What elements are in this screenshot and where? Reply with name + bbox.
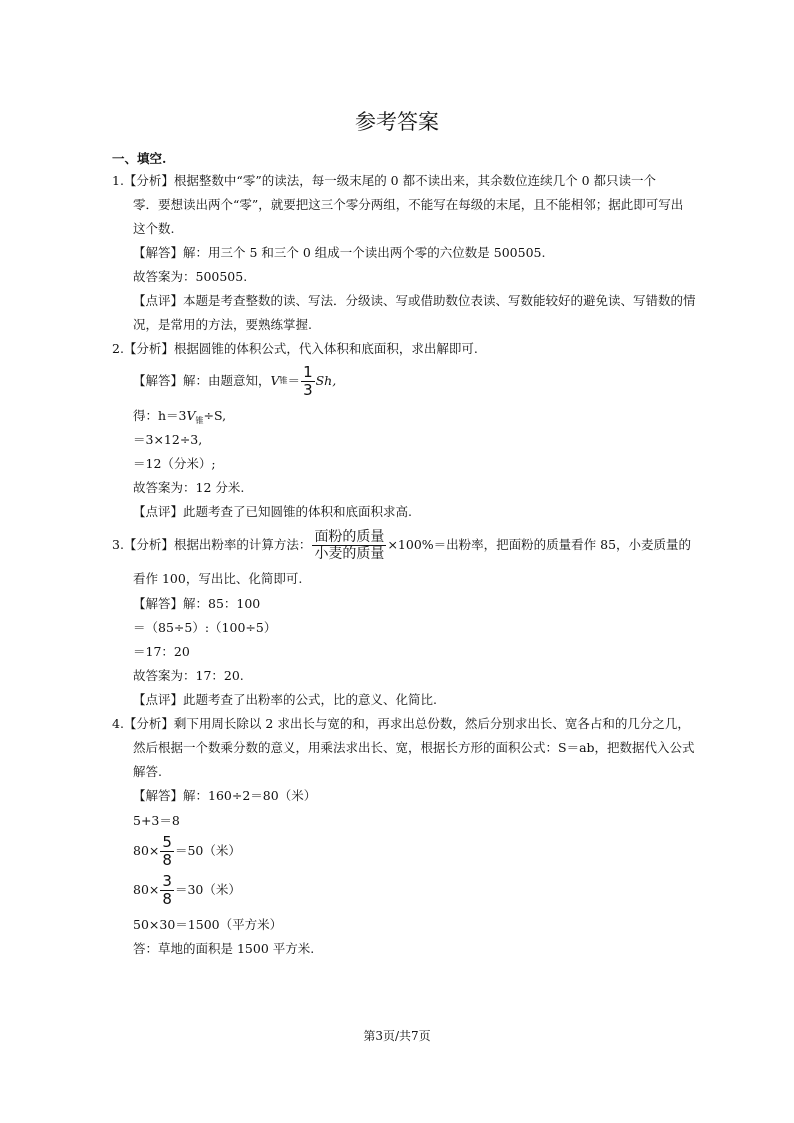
q2-comment: 【点评】此题考查了已知圆锥的体积和底面积求高. [133, 504, 412, 519]
q4-step-4-suffix: ＝30（米） [174, 882, 241, 897]
q2-fraction [301, 362, 315, 399]
q2-solution-formula [133, 362, 337, 399]
q2-answer: 故答案为：12 分米. [133, 480, 245, 495]
q3-solution-step-3: ＝17：20 [133, 644, 190, 659]
page-title: 参考答案 [355, 110, 439, 134]
q2-volume-subscript: 锥 [279, 376, 288, 385]
q4-step-3-prefix: 80× [133, 843, 160, 858]
q2-analysis: 2.【分析】根据圆锥的体积公式，代入体积和底面积，求出解即可. [112, 341, 478, 356]
q4-analysis-line-1: 4.【分析】剩下用周长除以 2 求出长与宽的和，再求出总份数，然后分别求出长、宽各占和的几分之几， [112, 716, 690, 731]
section-heading: 一、填空. [112, 151, 167, 166]
q2-step-1 [133, 408, 226, 429]
q2-equals: ＝ [287, 373, 301, 388]
q4-solution-step-5: 50×30＝1500（平方米） [133, 917, 283, 932]
q3-analysis-line-2: 看作 100，写出比、化简即可. [133, 571, 303, 586]
q3-solution-step-2: ＝（85÷5）:（100÷5） [133, 620, 277, 635]
q2-step-1-prefix: 得：h＝3 [133, 408, 187, 423]
q2-step-1-suffix: ÷S, [203, 408, 227, 423]
q2-solution-prefix: 【解答】解：由题意知， [133, 373, 271, 388]
q4-answer: 答：草地的面积是 1500 平方米. [133, 941, 315, 956]
q2-volume-symbol: V [270, 373, 280, 388]
q4-step-3-denominator: 8 [162, 850, 172, 869]
q4-step-4-fraction [160, 871, 174, 908]
q4-analysis-line-3: 解答. [133, 764, 162, 779]
q1-analysis-line-2: 零．要想读出两个“零”，就要把这三个零分两组，不能写在每级的末尾，且不能相邻；据此即可写出 [133, 197, 684, 212]
q1-comment-line-1: 【点评】本题是考查整数的读、写法．分级读、写或借助数位表读、写数能较好的避免读、写错数的情 [133, 293, 696, 308]
q3-fraction [312, 530, 386, 561]
q4-solution-step-1: 【解答】解：160÷2＝80（米） [133, 788, 317, 803]
q4-solution-step-3 [133, 832, 241, 869]
q4-step-3-suffix: ＝50（米） [174, 843, 241, 858]
q3-analysis-prefix: 3.【分析】根据出粉率的计算方法： [112, 537, 312, 552]
q2-solution-suffix: Sh, [315, 373, 337, 388]
q4-step-4-prefix: 80× [133, 882, 160, 897]
q1-analysis-line-1: 1.【分析】根据整数中“零”的读法，每一级末尾的 0 都不读出来，其余数位连续几个 0 都只读一个 [112, 173, 657, 188]
q4-solution-step-4 [133, 871, 241, 908]
q2-step-1-volume: V [186, 408, 196, 423]
q4-step-3-fraction [160, 832, 174, 869]
q2-step-2: ＝3×12÷3, [133, 432, 203, 447]
q1-comment-line-2: 况，是常用的方法，要熟练掌握. [133, 317, 312, 332]
q1-solution: 【解答】解：用三个 5 和三个 0 组成一个读出两个零的六位数是 500505. [133, 245, 546, 260]
q2-fraction-numerator: 1 [303, 362, 313, 381]
q1-answer: 故答案为：500505. [133, 269, 248, 284]
q4-step-3-numerator: 5 [162, 832, 172, 851]
q3-fraction-denominator: 小麦的质量 [314, 545, 385, 562]
q3-fraction-numerator: 面粉的质量 [314, 528, 385, 545]
q3-solution-step-1: 【解答】解：85：100 [133, 596, 261, 611]
page-footer: 第3页/共7页 [363, 1029, 431, 1043]
q3-comment: 【点评】此题考查了出粉率的公式，比的意义、化简比. [133, 692, 437, 707]
q2-step-1-subscript: 锥 [195, 416, 204, 425]
q3-analysis-suffix: ×100%＝出粉率，把面粉的质量看作 85，小麦质量的 [387, 537, 692, 552]
q4-solution-step-2: 5+3＝8 [133, 813, 180, 828]
q1-analysis-line-3: 这个数. [133, 221, 175, 236]
q3-analysis-line-1 [112, 528, 691, 562]
q4-step-4-numerator: 3 [162, 871, 172, 890]
q4-step-4-denominator: 8 [162, 889, 172, 908]
q2-fraction-denominator: 3 [303, 380, 313, 399]
q2-step-3: ＝12（分米）; [133, 456, 216, 471]
q4-analysis-line-2: 然后根据一个数乘分数的意义，用乘法求出长、宽，根据长方形的面积公式：S＝ab，把数据代入公式 [133, 740, 695, 755]
q3-answer: 故答案为：17：20. [133, 668, 244, 683]
